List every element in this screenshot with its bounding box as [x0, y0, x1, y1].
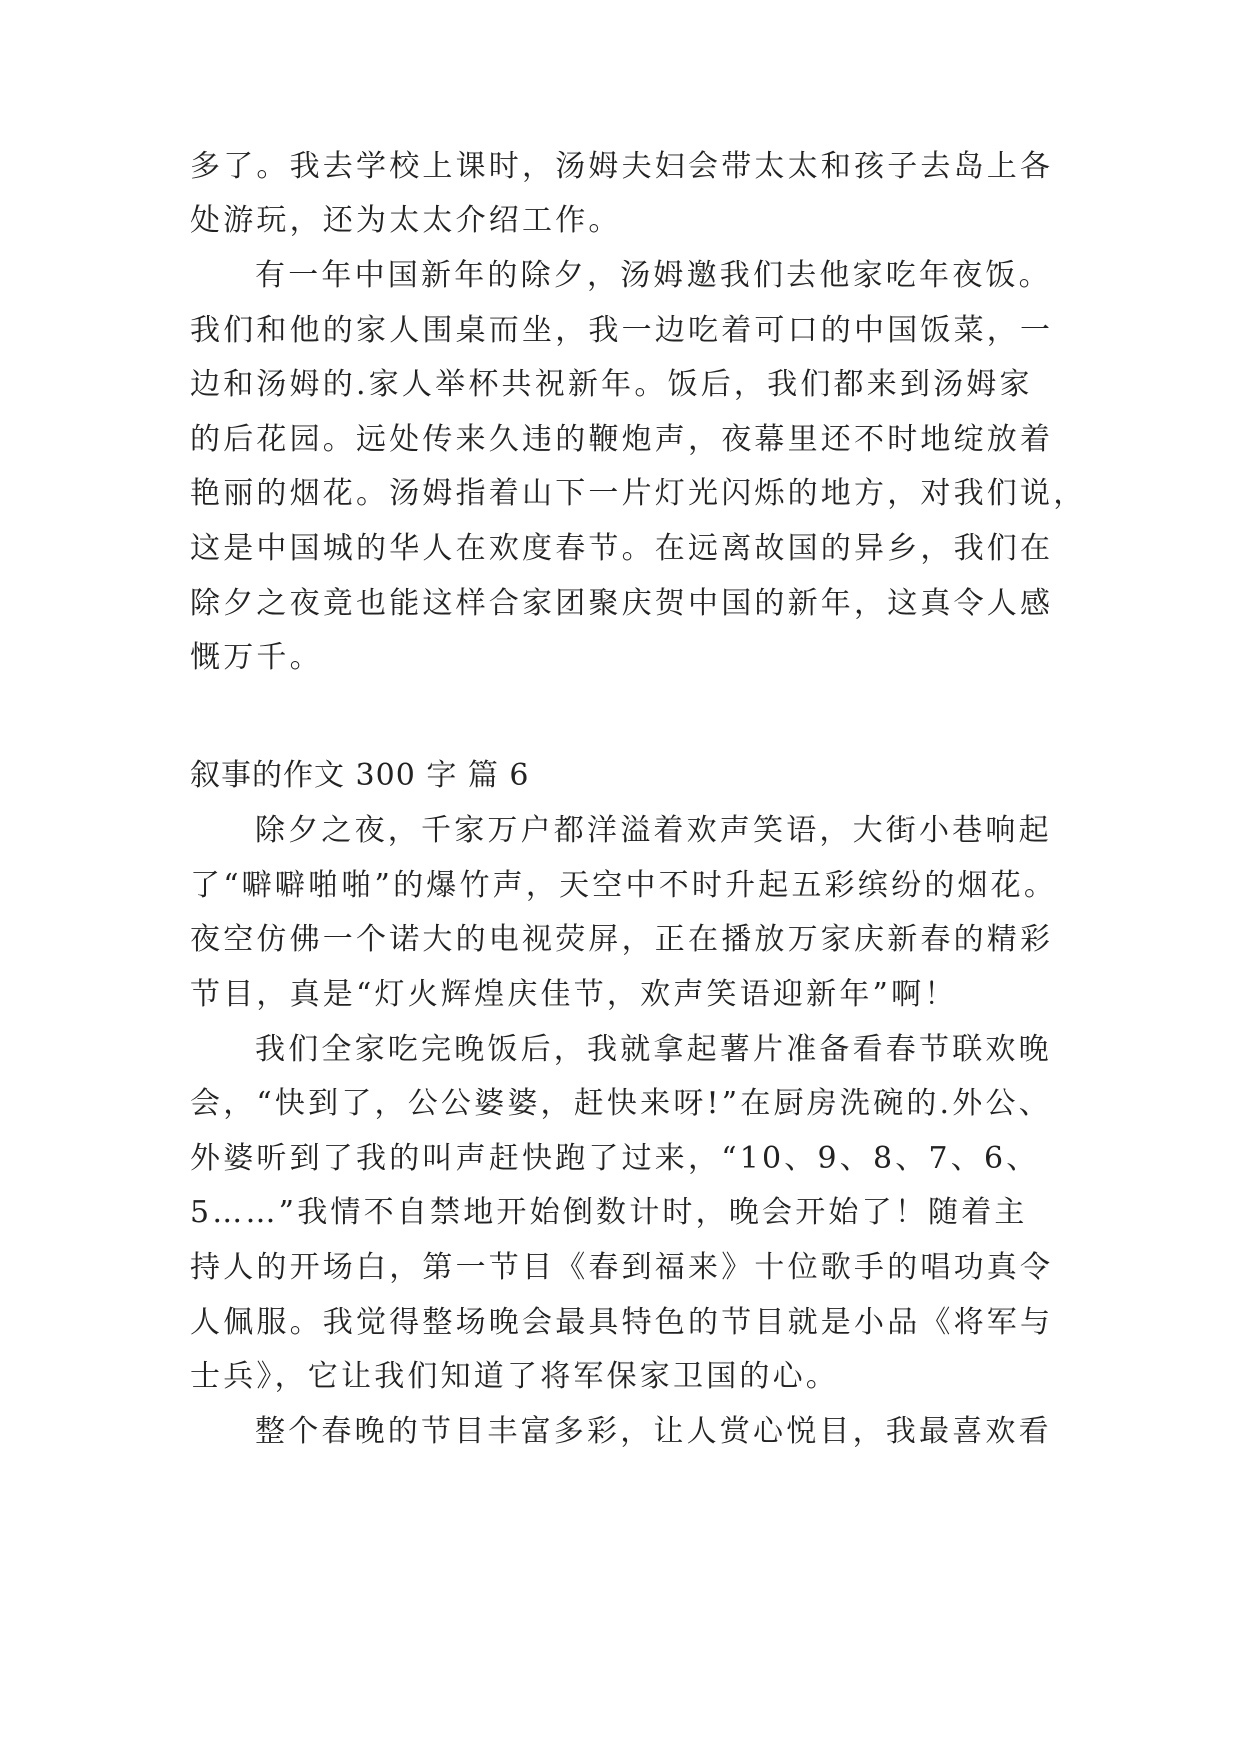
text-line: 了“噼噼啪啪”的爆竹声，天空中不时升起五彩缤纷的烟花。 [190, 868, 1058, 903]
text-line: 慨万千。 [190, 640, 323, 675]
text-line: 这是中国城的华人在欢度春节。在远离故国的异乡，我们在 [190, 531, 1054, 566]
paragraph-first-line: 整个春晚的节目丰富多彩，让人赏心悦目，我最喜欢看 [255, 1414, 1052, 1449]
text-line: 5……”我情不自禁地开始倒数计时，晚会开始了！随着主 [190, 1195, 1028, 1230]
section-heading: 叙事的作文 300 字 篇 6 [190, 758, 530, 793]
text-line: 的后花园。远处传来久违的鞭炮声，夜幕里还不时地绽放着 [190, 422, 1054, 457]
text-line: 我们和他的家人围桌而坐，我一边吃着可口的中国饭菜，一 [190, 313, 1054, 348]
text-line: 边和汤姆的.家人举杯共祝新年。饭后，我们都来到汤姆家 [190, 367, 1033, 402]
text-line: 外婆听到了我的叫声赶快跑了过来，“10、9、8、7、6、 [190, 1141, 1040, 1176]
text-line: 会，“快到了，公公婆婆，赶快来呀!”在厨房洗碗的.外公、 [190, 1086, 1052, 1121]
text-line: 节目，真是“灯火辉煌庆佳节，欢声笑语迎新年”啊！ [190, 977, 958, 1012]
text-line: 处游玩，还为太太介绍工作。 [190, 203, 622, 238]
text-line: 人佩服。我觉得整场晚会最具特色的节目就是小品《将军与 [190, 1305, 1054, 1340]
text-line: 夜空仿佛一个诺大的电视荧屏，正在播放万家庆新春的精彩 [190, 922, 1054, 957]
text-line: 多了。我去学校上课时，汤姆夫妇会带太太和孩子去岛上各 [190, 149, 1054, 184]
text-line: 持人的开场白，第一节目《春到福来》十位歌手的唱功真令 [190, 1250, 1054, 1285]
text-line: 士兵》，它让我们知道了将军保家卫国的心。 [190, 1359, 839, 1394]
paragraph-first-line: 我们全家吃完晚饭后，我就拿起薯片准备看春节联欢晚 [255, 1032, 1052, 1067]
paragraph-first-line: 除夕之夜，千家万户都洋溢着欢声笑语，大街小巷响起 [255, 813, 1052, 848]
text-line: 艳丽的烟花。汤姆指着山下一片灯光闪烁的地方，对我们说， [190, 476, 1087, 511]
text-line: 除夕之夜竟也能这样合家团聚庆贺中国的新年，这真令人感 [190, 586, 1054, 621]
paragraph-first-line: 有一年中国新年的除夕，汤姆邀我们去他家吃年夜饭。 [255, 258, 1052, 293]
